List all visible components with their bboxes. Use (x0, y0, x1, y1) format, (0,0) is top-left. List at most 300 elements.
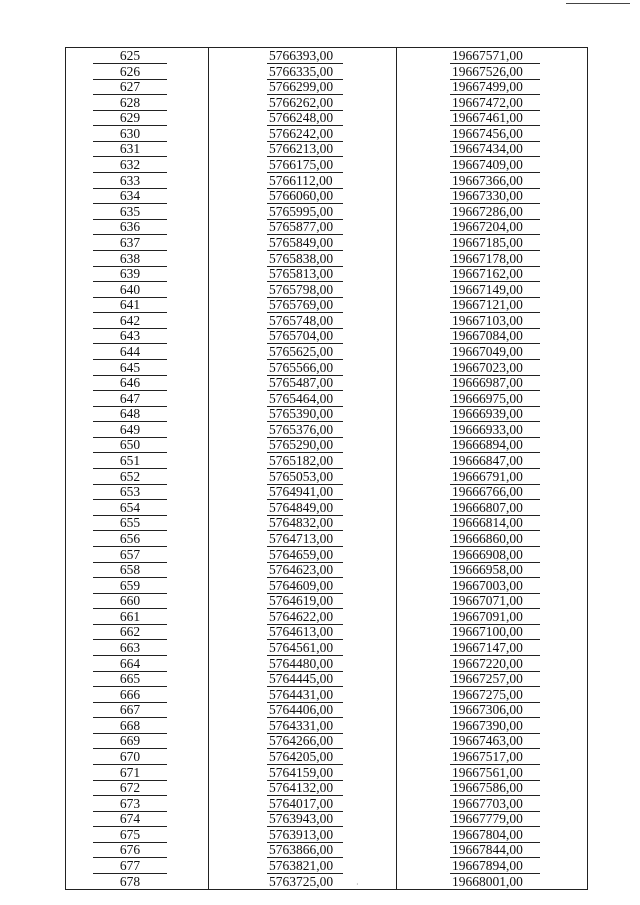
x-coordinate: 5765769,00 (267, 297, 343, 313)
y-coordinate: 19667003,00 (450, 578, 540, 594)
x-coordinate: 5765748,00 (267, 313, 343, 329)
point-number: 659 (93, 578, 167, 594)
y-coordinate-cell (397, 874, 587, 890)
x-coordinate: 5764613,00 (267, 624, 343, 640)
y-coordinate-cell (397, 141, 587, 157)
y-coordinate: 19667703,00 (450, 796, 540, 812)
point-number: 661 (93, 609, 167, 625)
point-number: 677 (93, 858, 167, 874)
table-row (66, 796, 587, 812)
table-row (66, 173, 587, 189)
y-coordinate-cell (397, 173, 587, 189)
x-coordinate-cell (209, 702, 397, 718)
y-coordinate-cell (397, 687, 587, 703)
point-number: 667 (93, 702, 167, 718)
y-coordinate-cell (397, 765, 587, 781)
point-number: 660 (93, 593, 167, 609)
x-coordinate-cell (209, 671, 397, 687)
table-row (66, 110, 587, 126)
x-coordinate-cell (209, 718, 397, 734)
point-number-cell (66, 235, 209, 251)
x-coordinate: 5766213,00 (267, 141, 343, 157)
point-number-cell (66, 484, 209, 500)
y-coordinate: 19667121,00 (450, 297, 540, 313)
table-row (66, 609, 587, 625)
x-coordinate: 5766175,00 (267, 157, 343, 173)
table-row (66, 624, 587, 640)
point-number-cell (66, 204, 209, 220)
x-coordinate-cell (209, 266, 397, 282)
x-coordinate-cell (209, 593, 397, 609)
y-coordinate: 19667286,00 (450, 204, 540, 220)
y-coordinate: 19667463,00 (450, 733, 540, 749)
y-coordinate-cell (397, 48, 587, 64)
x-coordinate: 5765487,00 (267, 375, 343, 391)
point-number-cell (66, 531, 209, 547)
table-row (66, 593, 587, 609)
point-number: 638 (93, 251, 167, 267)
point-number-cell (66, 110, 209, 126)
y-coordinate-cell (397, 718, 587, 734)
point-number-cell (66, 827, 209, 843)
point-number: 643 (93, 328, 167, 344)
y-coordinate-cell (397, 297, 587, 313)
y-coordinate-cell (397, 110, 587, 126)
x-coordinate: 5765877,00 (267, 219, 343, 235)
x-coordinate-cell (209, 313, 397, 329)
point-number-cell (66, 328, 209, 344)
y-coordinate: 19666987,00 (450, 375, 540, 391)
point-number: 640 (93, 282, 167, 298)
x-coordinate-cell (209, 141, 397, 157)
point-number-cell (66, 718, 209, 734)
point-number-cell (66, 811, 209, 827)
point-number: 642 (93, 313, 167, 329)
point-number-cell (66, 765, 209, 781)
point-number-cell (66, 344, 209, 360)
point-number: 664 (93, 656, 167, 672)
point-number-cell (66, 360, 209, 376)
x-coordinate: 5766242,00 (267, 126, 343, 142)
point-number-cell (66, 219, 209, 235)
y-coordinate-cell (397, 811, 587, 827)
x-coordinate: 5766335,00 (267, 64, 343, 80)
point-number: 657 (93, 547, 167, 563)
table-row (66, 422, 587, 438)
point-number: 676 (93, 842, 167, 858)
table-row (66, 687, 587, 703)
y-coordinate-cell (397, 702, 587, 718)
point-number-cell (66, 297, 209, 313)
point-number-cell (66, 562, 209, 578)
y-coordinate-cell (397, 188, 587, 204)
x-coordinate-cell (209, 500, 397, 516)
point-number-cell (66, 733, 209, 749)
x-coordinate-cell (209, 562, 397, 578)
point-number-cell (66, 547, 209, 563)
point-number-cell (66, 842, 209, 858)
x-coordinate: 5764619,00 (267, 593, 343, 609)
x-coordinate: 5764941,00 (267, 484, 343, 500)
point-number-cell (66, 79, 209, 95)
table-row (66, 842, 587, 858)
table-row (66, 515, 587, 531)
point-number-cell (66, 313, 209, 329)
table-row (66, 95, 587, 111)
x-coordinate-cell (209, 811, 397, 827)
x-coordinate: 5764713,00 (267, 531, 343, 547)
x-coordinate: 5764406,00 (267, 702, 343, 718)
y-coordinate: 19667100,00 (450, 624, 540, 640)
x-coordinate: 5766393,00 (267, 48, 343, 64)
point-number: 630 (93, 126, 167, 142)
x-coordinate: 5765849,00 (267, 235, 343, 251)
x-coordinate-cell (209, 406, 397, 422)
y-coordinate: 19667434,00 (450, 141, 540, 157)
x-coordinate: 5764431,00 (267, 687, 343, 703)
x-coordinate: 5764017,00 (267, 796, 343, 812)
table-row (66, 126, 587, 142)
y-coordinate-cell (397, 562, 587, 578)
y-coordinate-cell (397, 328, 587, 344)
point-number-cell (66, 375, 209, 391)
y-coordinate-cell (397, 500, 587, 516)
y-coordinate: 19667049,00 (450, 344, 540, 360)
y-coordinate: 19667071,00 (450, 593, 540, 609)
y-coordinate-cell (397, 547, 587, 563)
x-coordinate-cell (209, 235, 397, 251)
y-coordinate-cell (397, 95, 587, 111)
x-coordinate-cell (209, 173, 397, 189)
table-row (66, 811, 587, 827)
y-coordinate: 19666766,00 (450, 484, 540, 500)
point-number-cell (66, 437, 209, 453)
x-coordinate: 5764445,00 (267, 671, 343, 687)
y-coordinate: 19667586,00 (450, 780, 540, 796)
x-coordinate: 5765813,00 (267, 266, 343, 282)
point-number-cell (66, 95, 209, 111)
table-row (66, 453, 587, 469)
x-coordinate: 5764832,00 (267, 515, 343, 531)
x-coordinate: 5764331,00 (267, 718, 343, 734)
top-rule (566, 3, 630, 4)
x-coordinate: 5765838,00 (267, 251, 343, 267)
table-row (66, 671, 587, 687)
point-number: 672 (93, 780, 167, 796)
y-coordinate-cell (397, 64, 587, 80)
y-coordinate: 19667526,00 (450, 64, 540, 80)
x-coordinate-cell (209, 609, 397, 625)
y-coordinate-cell (397, 827, 587, 843)
table-row (66, 157, 587, 173)
table-row (66, 500, 587, 516)
table-row (66, 391, 587, 407)
x-coordinate-cell (209, 219, 397, 235)
y-coordinate-cell (397, 79, 587, 95)
table-row (66, 640, 587, 656)
x-coordinate-cell (209, 391, 397, 407)
x-coordinate-cell (209, 733, 397, 749)
y-coordinate-cell (397, 282, 587, 298)
x-coordinate-cell (209, 687, 397, 703)
y-coordinate: 19666894,00 (450, 437, 540, 453)
y-coordinate-cell (397, 406, 587, 422)
table-row (66, 874, 587, 890)
y-coordinate-cell (397, 266, 587, 282)
x-coordinate-cell (209, 531, 397, 547)
x-coordinate-cell (209, 796, 397, 812)
point-number-cell (66, 656, 209, 672)
table-row (66, 266, 587, 282)
point-number-cell (66, 141, 209, 157)
table-row (66, 204, 587, 220)
point-number: 674 (93, 811, 167, 827)
x-coordinate: 5765376,00 (267, 422, 343, 438)
point-number-cell (66, 469, 209, 485)
y-coordinate: 19667149,00 (450, 282, 540, 298)
y-coordinate: 19667178,00 (450, 251, 540, 267)
x-coordinate: 5766060,00 (267, 188, 343, 204)
y-coordinate-cell (397, 157, 587, 173)
x-coordinate: 5765390,00 (267, 406, 343, 422)
x-coordinate-cell (209, 297, 397, 313)
y-coordinate: 19667844,00 (450, 842, 540, 858)
y-coordinate: 19667472,00 (450, 95, 540, 111)
x-coordinate-cell (209, 282, 397, 298)
table-row (66, 235, 587, 251)
y-coordinate-cell (397, 858, 587, 874)
y-coordinate-cell (397, 749, 587, 765)
x-coordinate-cell (209, 749, 397, 765)
point-number: 632 (93, 157, 167, 173)
x-coordinate-cell (209, 469, 397, 485)
y-coordinate-cell (397, 484, 587, 500)
point-number: 663 (93, 640, 167, 656)
y-coordinate: 19667390,00 (450, 718, 540, 734)
y-coordinate: 19667103,00 (450, 313, 540, 329)
y-coordinate-cell (397, 733, 587, 749)
x-coordinate: 5766299,00 (267, 79, 343, 95)
y-coordinate: 19666814,00 (450, 515, 540, 531)
table-row (66, 484, 587, 500)
x-coordinate: 5764659,00 (267, 547, 343, 563)
x-coordinate: 5764561,00 (267, 640, 343, 656)
table-row (66, 656, 587, 672)
x-coordinate: 5765182,00 (267, 453, 343, 469)
point-number-cell (66, 640, 209, 656)
x-coordinate-cell (209, 204, 397, 220)
y-coordinate: 19667023,00 (450, 360, 540, 376)
y-coordinate: 19667257,00 (450, 671, 540, 687)
y-coordinate: 19666791,00 (450, 469, 540, 485)
point-number: 678 (93, 874, 167, 890)
y-coordinate: 19667571,00 (450, 48, 540, 64)
x-coordinate-cell (209, 858, 397, 874)
point-number-cell (66, 48, 209, 64)
table-row (66, 858, 587, 874)
table-row (66, 141, 587, 157)
x-coordinate: 5763866,00 (267, 842, 343, 858)
y-coordinate: 19667220,00 (450, 656, 540, 672)
x-coordinate-cell (209, 453, 397, 469)
table-row (66, 48, 587, 64)
point-number: 644 (93, 344, 167, 360)
point-number-cell (66, 422, 209, 438)
point-number: 658 (93, 562, 167, 578)
y-coordinate-cell (397, 375, 587, 391)
y-coordinate: 19667275,00 (450, 687, 540, 703)
y-coordinate-cell (397, 344, 587, 360)
x-coordinate: 5763943,00 (267, 811, 343, 827)
point-number-cell (66, 671, 209, 687)
y-coordinate-cell (397, 531, 587, 547)
x-coordinate: 5766262,00 (267, 95, 343, 111)
y-coordinate: 19667306,00 (450, 702, 540, 718)
x-coordinate-cell (209, 624, 397, 640)
y-coordinate: 19666860,00 (450, 531, 540, 547)
x-coordinate-cell (209, 344, 397, 360)
y-coordinate: 19666975,00 (450, 391, 540, 407)
y-coordinate-cell (397, 360, 587, 376)
x-coordinate: 5764132,00 (267, 780, 343, 796)
y-coordinate-cell (397, 437, 587, 453)
x-coordinate: 5764623,00 (267, 562, 343, 578)
x-coordinate: 5764849,00 (267, 500, 343, 516)
table-row (66, 79, 587, 95)
x-coordinate-cell (209, 375, 397, 391)
table-row (66, 733, 587, 749)
point-number-cell (66, 157, 209, 173)
y-coordinate: 19666939,00 (450, 406, 540, 422)
y-coordinate: 19667366,00 (450, 173, 540, 189)
y-coordinate: 19666958,00 (450, 562, 540, 578)
y-coordinate-cell (397, 624, 587, 640)
x-coordinate-cell (209, 328, 397, 344)
y-coordinate-cell (397, 204, 587, 220)
point-number-cell (66, 578, 209, 594)
point-number: 634 (93, 188, 167, 204)
point-number: 655 (93, 515, 167, 531)
y-coordinate-cell (397, 219, 587, 235)
x-coordinate: 5763821,00 (267, 858, 343, 874)
x-coordinate-cell (209, 110, 397, 126)
point-number-cell (66, 453, 209, 469)
point-number: 671 (93, 765, 167, 781)
table-row (66, 827, 587, 843)
table-row (66, 251, 587, 267)
table-row (66, 313, 587, 329)
point-number: 641 (93, 297, 167, 313)
y-coordinate: 19666807,00 (450, 500, 540, 516)
x-coordinate-cell (209, 48, 397, 64)
point-number-cell (66, 126, 209, 142)
y-coordinate: 19667779,00 (450, 811, 540, 827)
y-coordinate-cell (397, 313, 587, 329)
point-number-cell (66, 874, 209, 890)
table-row (66, 718, 587, 734)
x-coordinate-cell (209, 437, 397, 453)
table-row (66, 375, 587, 391)
point-number: 651 (93, 453, 167, 469)
point-number: 635 (93, 204, 167, 220)
x-coordinate-cell (209, 842, 397, 858)
y-coordinate-cell (397, 842, 587, 858)
point-number-cell (66, 282, 209, 298)
point-number-cell (66, 266, 209, 282)
point-number-cell (66, 515, 209, 531)
point-number: 628 (93, 95, 167, 111)
table-row (66, 64, 587, 80)
table-row (66, 328, 587, 344)
y-coordinate: 19667894,00 (450, 858, 540, 874)
y-coordinate: 19667185,00 (450, 235, 540, 251)
y-coordinate-cell (397, 422, 587, 438)
x-coordinate-cell (209, 64, 397, 80)
x-coordinate: 5763725,00 (267, 874, 343, 890)
y-coordinate-cell (397, 593, 587, 609)
point-number-cell (66, 500, 209, 516)
table-row (66, 749, 587, 765)
x-coordinate-cell (209, 547, 397, 563)
x-coordinate-cell (209, 422, 397, 438)
x-coordinate: 5766112,00 (267, 173, 343, 189)
x-coordinate: 5764480,00 (267, 656, 343, 672)
table-row (66, 188, 587, 204)
x-coordinate-cell (209, 640, 397, 656)
point-number-cell (66, 391, 209, 407)
point-number: 636 (93, 219, 167, 235)
point-number: 629 (93, 110, 167, 126)
table-row (66, 297, 587, 313)
point-number: 626 (93, 64, 167, 80)
table-row (66, 531, 587, 547)
table-row (66, 578, 587, 594)
y-coordinate: 19667561,00 (450, 765, 540, 781)
point-number: 675 (93, 827, 167, 843)
y-coordinate: 19666847,00 (450, 453, 540, 469)
y-coordinate-cell (397, 796, 587, 812)
y-coordinate: 19667330,00 (450, 188, 540, 204)
point-number-cell (66, 406, 209, 422)
x-coordinate-cell (209, 515, 397, 531)
y-coordinate: 19667204,00 (450, 219, 540, 235)
x-coordinate-cell (209, 874, 397, 890)
x-coordinate-cell (209, 484, 397, 500)
y-coordinate: 19667456,00 (450, 126, 540, 142)
y-coordinate-cell (397, 578, 587, 594)
point-number-cell (66, 687, 209, 703)
y-coordinate: 19667804,00 (450, 827, 540, 843)
table-row (66, 765, 587, 781)
x-coordinate: 5763913,00 (267, 827, 343, 843)
x-coordinate: 5764266,00 (267, 733, 343, 749)
y-coordinate-cell (397, 609, 587, 625)
y-coordinate-cell (397, 780, 587, 796)
table-row (66, 780, 587, 796)
point-number: 639 (93, 266, 167, 282)
x-coordinate: 5765464,00 (267, 391, 343, 407)
x-coordinate: 5765625,00 (267, 344, 343, 360)
coordinates-table (65, 47, 588, 890)
point-number-cell (66, 173, 209, 189)
point-number: 647 (93, 391, 167, 407)
x-coordinate-cell (209, 251, 397, 267)
point-number: 673 (93, 796, 167, 812)
table-row (66, 344, 587, 360)
point-number-cell (66, 609, 209, 625)
point-number: 653 (93, 484, 167, 500)
table-row (66, 469, 587, 485)
